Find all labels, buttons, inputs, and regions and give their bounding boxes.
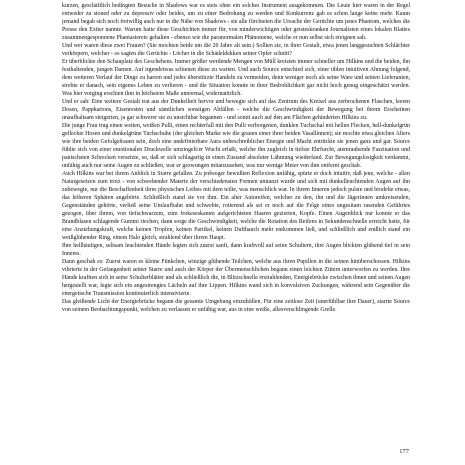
body-text (62, 2, 410, 314)
paragraph: Das gleißende Licht der Energiebrücke begann die gesamte Umgebung einzuhüllen. Für eine zeitlose Zeit (unerfühlbar ihre Dauer), starrte Source von seinem Beobachtungspunkt, welchen zu verlassen er unfähig war, aus in eine weiße, allesverschlingende Grelle. (62, 299, 410, 313)
paragraph: Er überblickte den Schauplatz des Geschehens. Immer größer werdende Mengen von Müll kreisten immer schneller um Hilkins und die beiden, ihn festhaltenden, jungen Damen. Auf irgendetwas schienen diese zu warten. Und auch Source entschied sich, einer üblen intuitiven Ahnung folgend, dem weiteren Verlauf der Dinge zu harren und jedes überstürzte Handeln zu vermeiden, denn weniger noch als seine Ware und seinen Lieferanten, strebte er danach, sein eigenes Leben zu verlieren - und die Situation konnte in ihrer Bedrohlichkeit gar nicht hoch genug eingeschätzt werden. Was hier vorging erschien ihm in höchstem Maße unnormal, widernatürlich. (62, 59, 410, 97)
paragraph: Dann geschah es: Zuerst waren es kleine Fünkchen, winzige glühende Teilchen, welche aus ihren Pupillen in die seinen hinüberschossen. Hilkins vibrierte in der Gefangenheit seiner Starre und auch der Körper der Übermenschlichen begann einen leichten Zittern unterworfen zu werden. Ihre Hände kraftten sich in seine Schulterblätter und als schließlich die, in Blitzschnelle erstrahlenden, Energiebrücke zwischen ihnen und seinen Augen hergestellt war, legte sich ein angestrengtes Lächeln auf ihre Lippen. Hilkins wand sich in konvulsiven Zuckungen, während sein Gegenüber die energetische Transmission kontinuierlich intensivierte. (62, 259, 410, 297)
paragraph: Auch Hilkins war bei ihrem Anblick in Starre gefallen. Zu jedweger bewußten Reflexion unfähig, spürte er doch intuitiv, daß jene, welche - allen Naturgesetzen zum trotz - von schwebender Materie der verschiedensten Formen umtanzt wurde und sich mit dunkelleuchtenden Augen auf ihn zubewegte, nur die Beschaffenheit ihres physischen Leibes mit dem teilte, was menschlich war. In ihrem Inneren jedoch pulste und brodelte etwas, das höheren Sphären angehörte. Schließlich stand sie vor ihm. Ein alter Autoreifen, welcher zu den, ihn und die Jägerinnen umkreisenden, Gegenständen gehörte, verließ seine Umlaufbahn und schwebte, rotierend als sei er noch auf die Felge eines ungesitam rasenden Gefährtes gezogen, über ihrem, von tiefschwarzem, zum frokeseskamm aufgerichteten Haaren gezierten, Kopfe. Einen Augenblick nur konnte er das Brandblasen schlagende Gummi riechen, dann sorge die Geschwindigkeit, welche die Rotation des Reifens in Sekundenschnelle erreicht hatte, für eine Anziehungskraft, welche keinen Tropfen, keinen Partikel, keinen Dufthauch mehr entkommen ließ, und schließlich und endlich stand ein weißglühender Ring, einem Halo gleich, strahlend über ihrem Haupt. (62, 171, 410, 241)
paragraph: kurzen, geschäftlich bedingten Besuche in Shadows war es stets ohne ein solches Instrument ausgekommen. Die Leute hier waren in der Regel entweder zu stoned oder zu depressiv oder beides, um zu einer Bedrohung zu werden und Konkurrenz gab es schon lange keine mehr. Kaum jemand begab sich noch freiwillig auch nur in die Nähe von Shadows - sie alle fürchteten die Ursache der Gerüchte um jenes Phantom, welches die Presse den Exiter nannte. Warum hatte diese Geschichten immer für, von minderwichtigen oder geisteskranken Journalisten eines lokalen Blattes zusammengesponnene Phantasiereie gehalten - ebenso wie die paranormalen Phänomene, welche er nun selbst sich ereignen sah. (62, 3, 410, 41)
paragraph: Ihre hellhäutigen, seltsam leuchtenden Hände legten sich zuerst sanft, dann kraftvoll auf seine Schultern, ihre Augen blickten glühend tief in sein Inneres. (62, 243, 410, 257)
paragraph: Und er sah: Eine weitere Gestalt trat aus der Dunkelheit hervor und bewegte sich auf das Zentrum des Kreisel aus zerbrochenen Flaschen, leeren Dosen, Pappkartons, Eisenresten und sämtlichen sonstigen Abfällen - welche die Geschwindigkeit der Bewegung bei ihrem Erscheinen unaufhaltsam steigerten, ja gar schwerer sie zu unsichtbar begannen - und somit auch auf den am Flächen gehinderten Hilkins zu. (62, 99, 410, 121)
paragraph: Und wer waren diese zwei Frauen? (Sie mochten beide um die 20 Jahre alt sein.) Sollten sie, in ihrer Gestalt, etwa jenen langgesuchten Schlächter verkörpern, welcher - so sagten die Gerüchte - Löcher in die Schädeldekken seiner Opfer schnitt? (62, 43, 410, 57)
page-number: 177 (399, 448, 409, 455)
paragraph: Die junge Frau trug einen weiten, weißen Pulli, einen rechterfall mit den Pulli verborgenen, dunklen Tuchschal mit hellen Flecken, hell-dunkelgrün gefleckte Hosen und dunkelgrüne Tuchschuhe (der gleichen Marke wie die grauen einer ihrer beiden Vasallinnen); sie mochte etwa gleichen Alters wie ihre beiden Gefolgsfrauen sein, doch eine undefinierbare Aura unbeschreiblicher Energie und Macht entrückte sie jenen ganz und gar. Source fühlte sich von einer emotionalen Druckwelle umzingelt/er Wucht erfaßt, welche ihn zugleich in tiefste Ehrfurcht, atemraubende Faszination und panischsten Schrecken versetzte, so, daß er sich schlagartig in einen Zustand absoluter Lähmung wiederfand. Zur Bewegungslosigkeit verdammt, unfähig auch nur seine Augen zu schließen, war er gezwungen mitanzusehen, was nur wenige Meter von ihm entfernt geschah. (62, 123, 410, 169)
